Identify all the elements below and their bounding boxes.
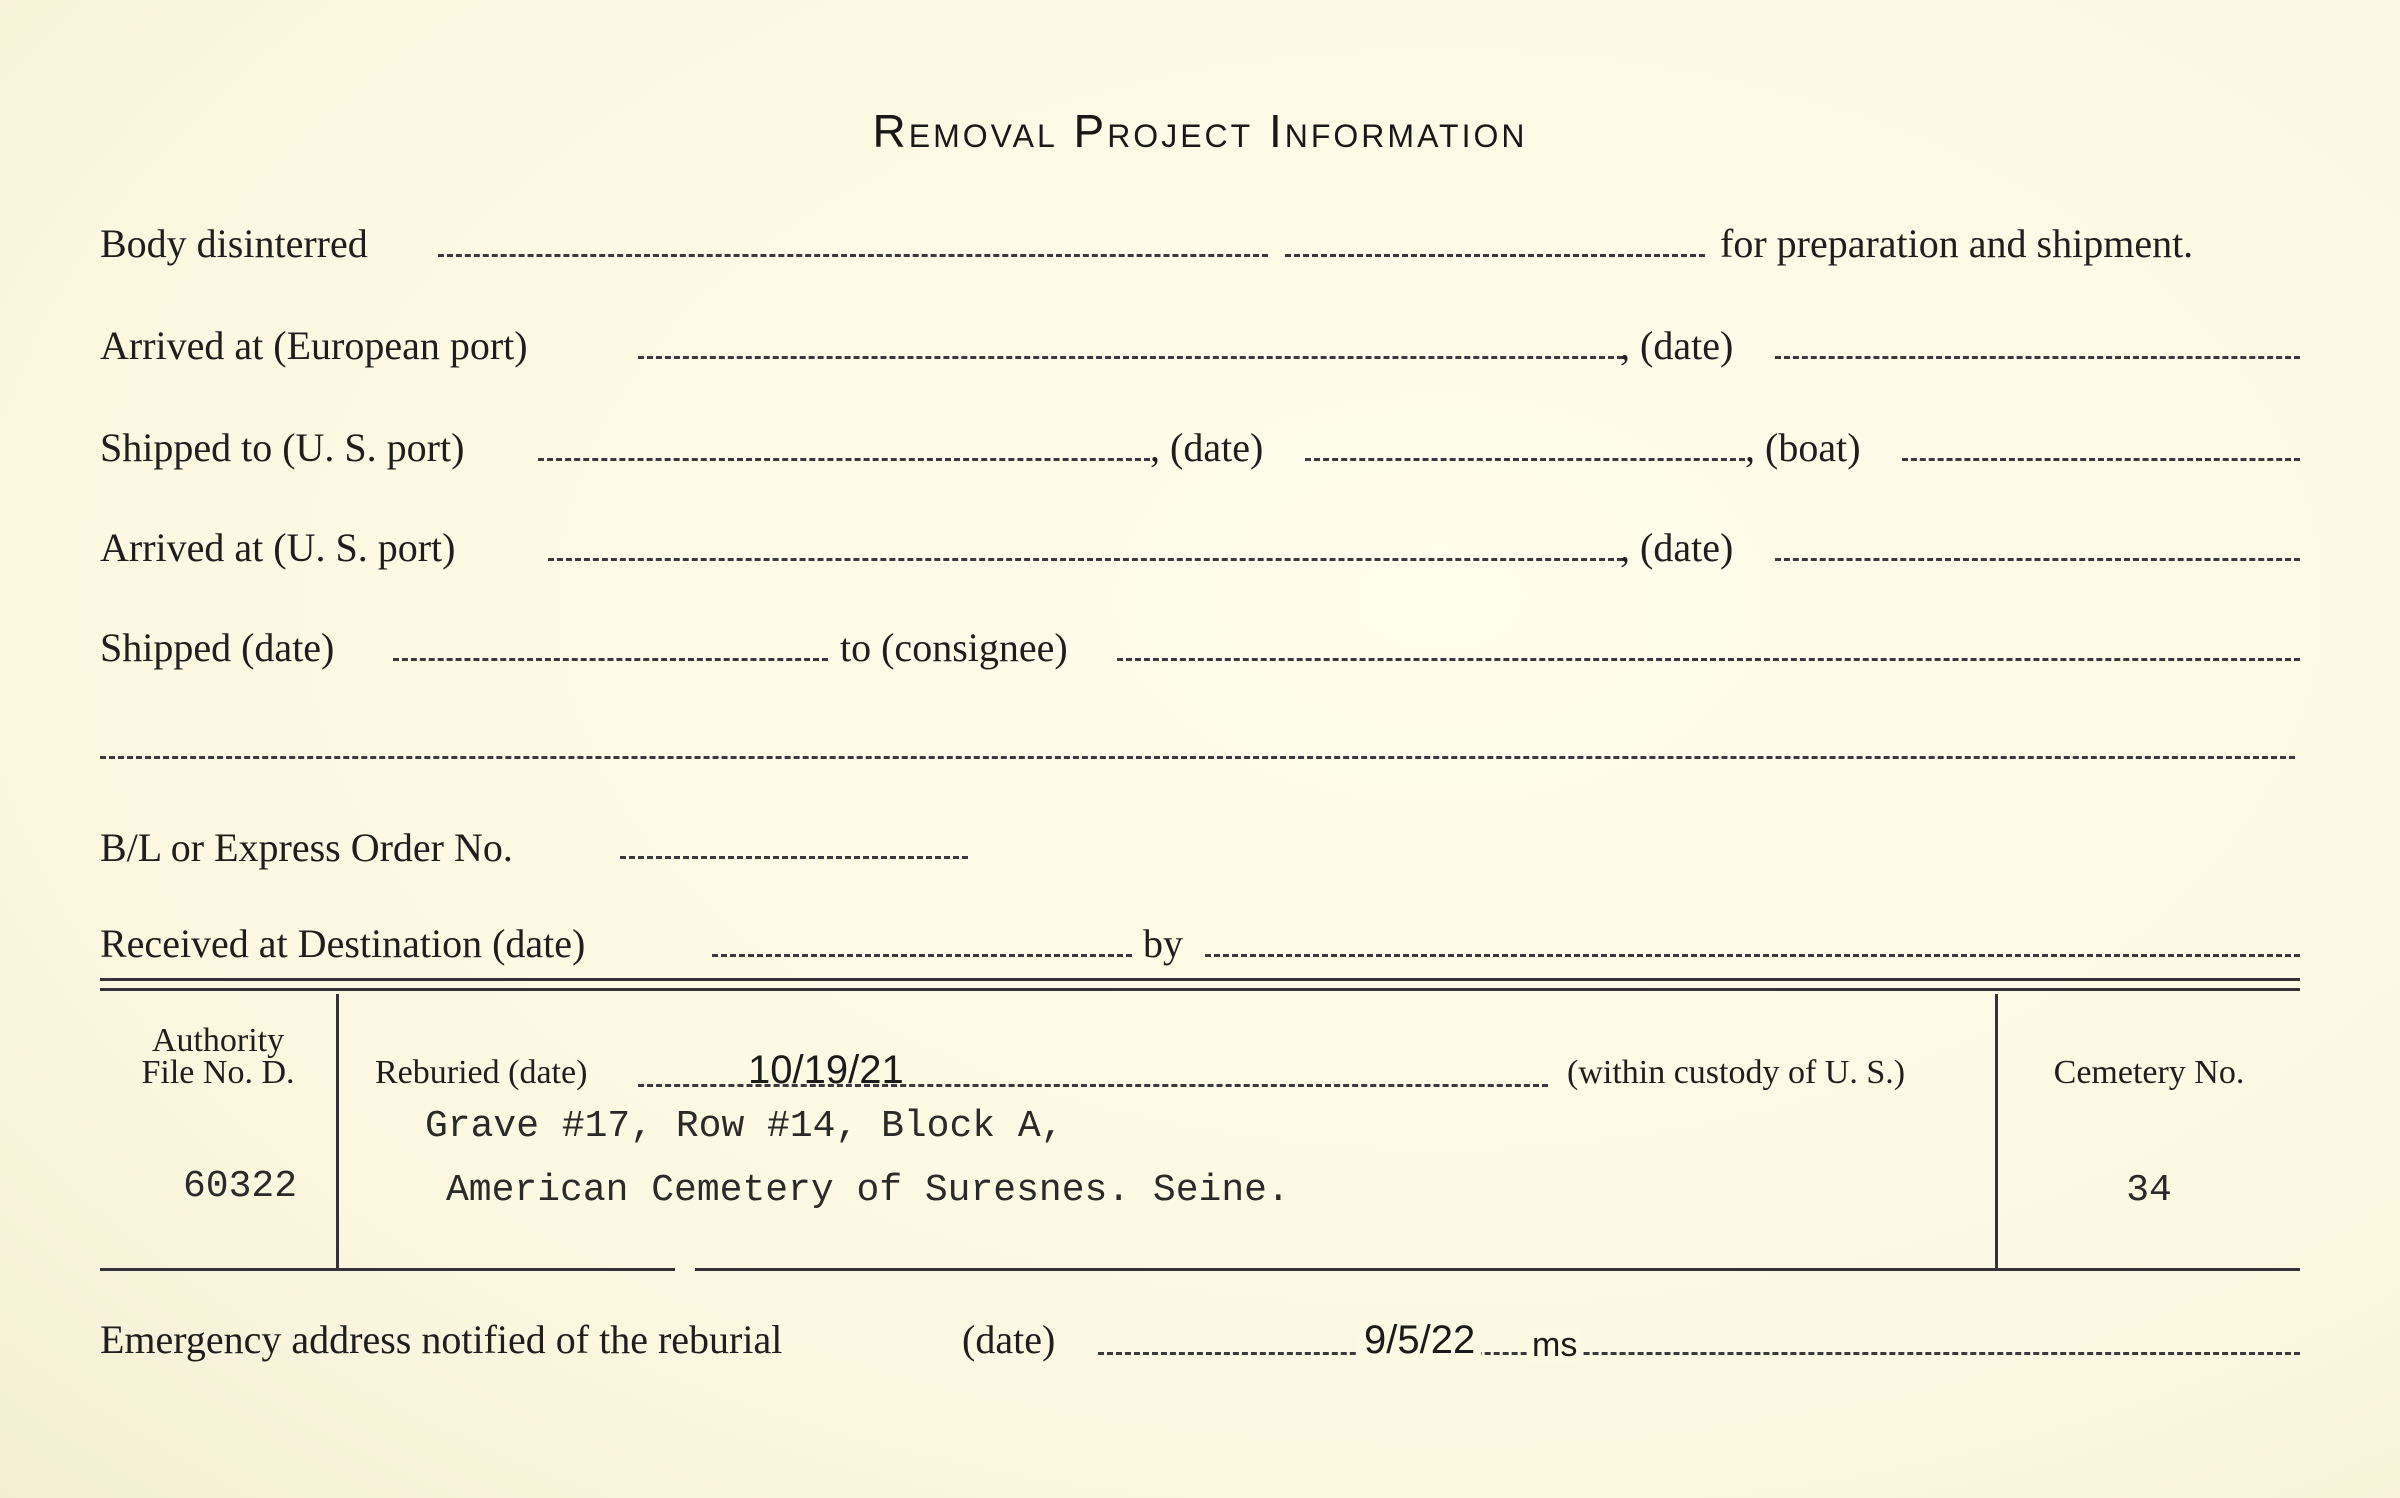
cemetery-name: American Cemetery of Suresnes. Seine. [446,1169,1290,1212]
emergency-date-label: (date) [962,1317,1056,1362]
table-divider-right [1995,994,1998,1268]
arrived-us-date-line [1775,558,2300,561]
arrived-european-date-line [1775,356,2300,359]
consignee-label: to (consignee) [840,625,1068,670]
table-top-rule-2 [100,988,2300,991]
emergency-date-line [1098,1352,2300,1355]
arrived-european-line [638,356,1623,359]
arrived-european-label: Arrived at (European port) [100,323,528,368]
bl-order-label: B/L or Express Order No. [100,825,513,870]
custody-label: (within custody of U. S.) [1567,1054,1906,1091]
shipped-us-boat-label: , (boat) [1745,425,1861,470]
shipped-date-line [393,658,828,661]
reburied-date-value: 10/19/21 [748,1048,904,1092]
shipped-date-label: Shipped (date) [100,625,335,670]
shipped-us-date-label: , (date) [1150,425,1264,470]
bl-order-line [620,856,968,859]
shipped-us-line [538,458,1150,461]
body-disinterred-label: Body disinterred [100,221,368,266]
arrived-us-label: Arrived at (U. S. port) [100,525,456,570]
cemetery-no-label: Cemetery No. [2053,1054,2245,1091]
emergency-label: Emergency address notified of the reburial [100,1317,783,1362]
shipped-us-date-line [1305,458,1745,461]
consignee-line [1117,658,2300,661]
received-by-label: by [1143,921,1183,966]
body-disinterred-line [438,254,1268,257]
received-label: Received at Destination (date) [100,921,586,966]
card-title: Removal Project Information [872,105,1528,157]
received-by-line [1205,954,2300,957]
table-bottom-rule-left [100,1268,675,1271]
table-top-rule [100,978,2300,981]
grave-location: Grave #17, Row #14, Block A, [425,1105,1064,1148]
reburied-label: Reburied (date) [375,1054,588,1091]
received-date-line [712,954,1132,957]
authority-label-line1: Authority [151,1022,285,1059]
table-divider-left [336,994,339,1268]
arrived-european-date-label: , (date) [1620,323,1734,368]
arrived-us-date-label: , (date) [1620,525,1734,570]
body-disinterred-line-2 [1285,254,1705,257]
body-disinterred-suffix: for preparation and shipment. [1720,221,2194,266]
emergency-initials: ms [1528,1328,1581,1362]
arrived-us-line [548,558,1623,561]
table-bottom-rule-right [695,1268,2300,1271]
shipped-us-boat-line [1902,458,2300,461]
emergency-date-value: 9/5/22 [1358,1320,1481,1360]
shipped-us-label: Shipped to (U. S. port) [100,425,465,470]
cemetery-no-value: 34 [2126,1169,2172,1212]
authority-file-number: 60322 [182,1165,298,1208]
authority-label-line2: File No. D. [141,1054,295,1091]
continuation-line [100,756,2295,759]
